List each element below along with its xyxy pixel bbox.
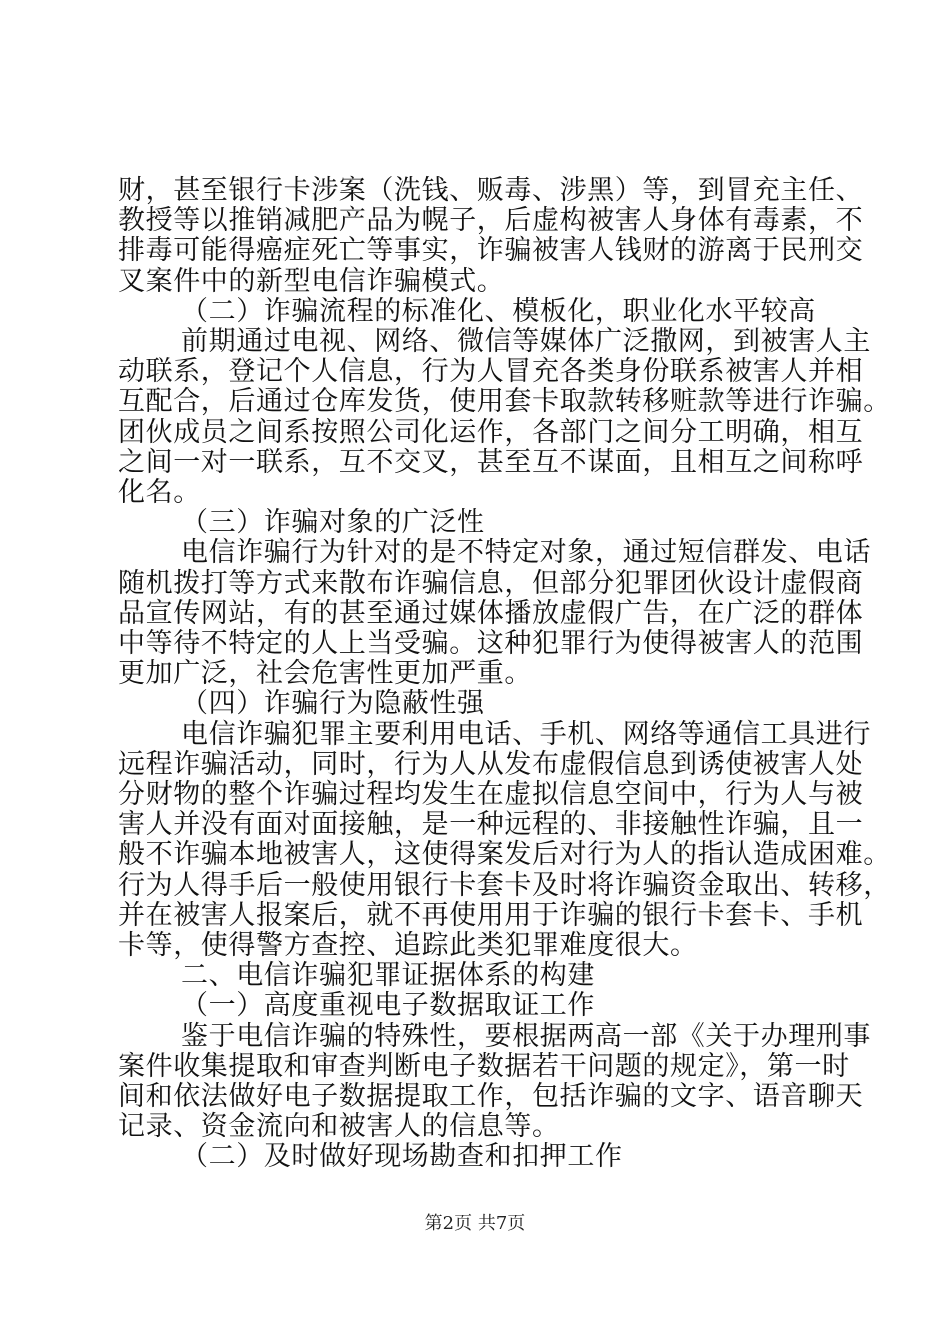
text-line: 远程诈骗活动，同时，行为人从发布虚假信息到诱使被害人处 <box>118 748 864 780</box>
text-line: 并在被害人报案后，就不再使用用于诈骗的银行卡套卡、手机 <box>118 899 864 931</box>
text-line: 害人并没有面对面接触，是一种远程的、非接触性诈骗，且一 <box>118 809 864 841</box>
text-line: 动联系，登记个人信息，行为人冒充各类身份联系被害人并相 <box>118 356 864 388</box>
text-line: 教授等以推销减肥产品为幌子，后虚构被害人身体有毒素，不 <box>118 205 864 237</box>
text-line: 行为人得手后一般使用银行卡套卡及时将诈骗资金取出、转移， <box>118 869 891 901</box>
section-heading: （二）及时做好现场勘查和扣押工作 <box>181 1141 623 1173</box>
text-line: 化名。 <box>118 477 201 508</box>
text-line: 中等待不特定的人上当受骗。这种犯罪行为使得被害人的范围 <box>118 628 864 659</box>
page-footer: 第2页 共7页 <box>424 1213 526 1234</box>
text-line: 分财物的整个诈骗过程均发生在虚拟信息空间中，行为人与被 <box>118 779 864 810</box>
text-line: 更加广泛，社会危害性更加严重。 <box>118 658 532 690</box>
section-heading: （二）诈骗流程的标准化、模板化，职业化水平较高 <box>181 295 816 327</box>
text-line: 财，甚至银行卡涉案（洗钱、贩毒、涉黑）等，到冒充主任、 <box>118 175 864 206</box>
text-line: 间和依法做好电子数据提取工作，包括诈骗的文字、语音聊天 <box>118 1081 864 1112</box>
text-line: 品宣传网站，有的甚至通过媒体播放虚假广告，在广泛的群体 <box>118 597 864 629</box>
text-line: 互配合，后通过仓库发货，使用套卡取款转移赃款等进行诈骗。 <box>118 386 891 418</box>
section-heading: 二、电信诈骗犯罪证据体系的构建 <box>181 960 595 992</box>
text-line: 叉案件中的新型电信诈骗模式。 <box>118 265 505 297</box>
text-line: 随机拨打等方式来散布诈骗信息，但部分犯罪团伙设计虚假商 <box>118 567 864 599</box>
text-line: 电信诈骗犯罪主要利用电话、手机、网络等通信工具进行 <box>181 718 871 750</box>
text-line: 电信诈骗行为针对的是不特定对象，通过短信群发、电话 <box>181 537 871 569</box>
text-line: 般不诈骗本地被害人，这使得案发后对行为人的指认造成困难。 <box>118 839 891 871</box>
text-line: 鉴于电信诈骗的特殊性，要根据两高一部《关于办理刑事 <box>181 1020 871 1052</box>
text-line: 记录、资金流向和被害人的信息等。 <box>118 1111 560 1143</box>
text-line: 之间一对一联系，互不交叉，甚至互不谋面，且相互之间称呼 <box>118 446 864 478</box>
section-heading: （一）高度重视电子数据取证工作 <box>181 990 595 1022</box>
text-line: 团伙成员之间系按照公司化运作，各部门之间分工明确，相互 <box>118 416 864 448</box>
text-line: 卡等，使得警方查控、追踪此类犯罪难度很大。 <box>118 930 698 961</box>
text-line: 前期通过电视、网络、微信等媒体广泛撒网，到被害人主 <box>181 326 871 357</box>
text-line: 案件收集提取和审查判断电子数据若干问题的规定》，第一时 <box>118 1050 850 1082</box>
section-heading: （三）诈骗对象的广泛性 <box>181 507 485 539</box>
text-line: 排毒可能得癌症死亡等事实，诈骗被害人钱财的游离于民刑交 <box>118 235 864 267</box>
section-heading: （四）诈骗行为隐蔽性强 <box>181 688 485 720</box>
